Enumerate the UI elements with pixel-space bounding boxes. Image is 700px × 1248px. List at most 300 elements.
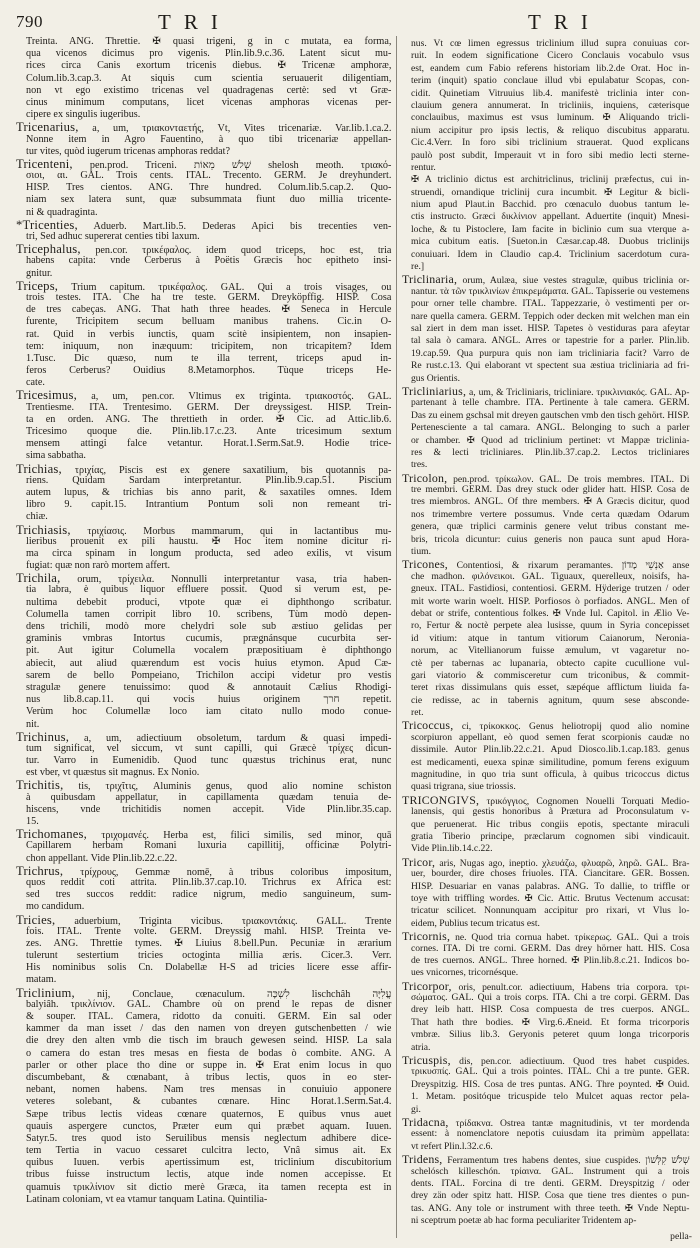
entry-line <box>26 584 392 596</box>
running-head-left: TRI <box>158 10 231 34</box>
entry-text: Treinta. ANG. Threttie. ✠ quasi trigeni, g in c mutata, ea forma, <box>26 36 392 47</box>
entry-line <box>26 706 392 718</box>
entry-text: lieribus prouenit ex pili haustu. ✠ Hoc item nomine dicitur ri- <box>26 535 392 547</box>
entry-text: fois. ITAL. Trente volte. GERM. Dreyssig mahl. HISP. Treinta ve- <box>26 925 392 937</box>
entry-line <box>26 1048 392 1060</box>
column-divider <box>396 36 397 1238</box>
entry-line <box>411 596 690 608</box>
entry-text: Satyr.5. tres quod isto Seruilibus mensis neglectum adhibere dice- <box>26 1132 392 1144</box>
entry-text: quibus Iuuen. verbis apertissimum est, triclinium discubitorium <box>26 1157 392 1169</box>
entry-line <box>411 633 690 645</box>
entry-text: Re rust.c.13. Qui elaborant vt spectent sua æstiua tricliniaria ad fri- <box>411 360 690 372</box>
entry-line <box>402 930 690 942</box>
entry-line <box>26 499 392 511</box>
entry-line <box>26 877 392 889</box>
entry-line <box>411 311 690 323</box>
entry-line <box>26 170 392 182</box>
entry-line <box>26 450 392 462</box>
entry-text: est vber, vt quæstus sit magnus. Ex Nonio. <box>26 767 200 779</box>
entry-line <box>26 1169 392 1181</box>
entry-line <box>411 571 690 583</box>
entry-line <box>26 292 392 304</box>
entry-line <box>26 962 392 974</box>
entry-line <box>26 560 392 572</box>
entry-text: cornes. ITA. Di tre corni. GERM. Das drey hörner hatt. HIS. Cosa <box>411 942 690 954</box>
entry-text: tre membri. GERM. Das drey stuck oder glider hatt. HISP. Cosa de <box>411 484 690 496</box>
entry-line <box>26 1157 392 1169</box>
entry-line <box>411 1029 690 1041</box>
entry-text: discumbebant, & cœnabant, à tribus lectis, quos in eo ster- <box>26 1071 392 1083</box>
entry-line <box>26 377 392 389</box>
entry-line <box>411 187 690 199</box>
entry-line <box>26 999 392 1011</box>
dictionary-entry <box>402 980 690 1054</box>
entry-text: tur vites, quòd iugerum tricenas amphoras reddat? <box>26 145 230 157</box>
entry-line <box>411 670 690 682</box>
entry-line <box>411 100 690 112</box>
entry-line <box>411 1166 690 1178</box>
entry-line <box>26 938 392 950</box>
entry-text: aduerbium, Triginta vicibus. τριακοντάκις. GALL. Trente <box>74 915 392 927</box>
entry-line <box>16 219 392 231</box>
dictionary-entry <box>16 914 392 987</box>
entry-text: ma circa spinam in longum producta, sed adeo exilis, vt visum <box>26 547 392 559</box>
headword: Triclinium, <box>16 985 75 1000</box>
headword: Trichila, <box>16 571 61 586</box>
entry-line <box>26 682 392 694</box>
left-column <box>16 36 392 1206</box>
entry-text: ni & quadraginta. <box>26 206 98 218</box>
entry-line <box>402 794 690 806</box>
entry-text: conclauibus, maximus est vsus luminum. ✠ Aliquando tricli- <box>411 112 690 124</box>
entry-line <box>26 1096 392 1108</box>
entry-text: essent: à nomenclatore nepotis cuiusdam ita primùm appellata: <box>411 1128 690 1140</box>
right-column <box>402 38 690 1228</box>
entry-line <box>26 633 392 645</box>
entry-line <box>26 609 392 621</box>
entry-line <box>411 112 690 124</box>
entry-text: tur. Varro in Eumenidib. Quod tunc quæstus trichinus erat, nunc <box>26 755 392 767</box>
entry-line <box>26 414 392 426</box>
entry-text: That hath thre bodies. ✠ Virg.6.Æneid. Et forma tricorporis <box>411 1016 690 1028</box>
entry-text: pour orner telle chambre. ITAL. Tappezzarie, ò vestimenti per or- <box>411 298 690 310</box>
entry-line <box>411 534 690 546</box>
headword: Tridacna, <box>402 1114 449 1129</box>
entry-line <box>26 134 392 146</box>
entry-line <box>411 1066 690 1078</box>
entry-text: dis, pen.cor. adiectiuum. Quod tres habet cuspides. <box>459 1056 690 1068</box>
dictionary-entry <box>16 280 392 390</box>
dictionary-entry <box>402 1116 690 1153</box>
entry-line <box>26 597 392 609</box>
entry-line <box>411 868 690 880</box>
dictionary-entry <box>16 731 392 780</box>
entry-text: uer, bourder, dire choses friuoles. ITA. Ciancitare. GER. Bossen. <box>411 868 690 880</box>
entry-text: oris, penult.cor. adiectiuum, Habens tria corpora. τρι- <box>458 981 690 993</box>
entry-text: σιοι, αι. GAL. Trois cents. ITAL. Trecento. GERM. Je dreyhundert. <box>26 170 392 182</box>
entry-line <box>411 348 690 360</box>
entry-text: id vitium: atque in tantum vitiorum Caianorum, Neronia- <box>411 632 690 644</box>
dictionary-entry <box>16 36 392 121</box>
entry-text: Das zu einem gschsal mit dreyen gautschen vmb den tisch gehört. HISP. <box>411 409 690 421</box>
dictionary-entry <box>402 1153 690 1227</box>
entry-line <box>411 806 690 818</box>
headword: Tricornis, <box>402 929 451 944</box>
entry-text: vmbræ. Silius lib.3. Geryonis peteret quum longa tricorporis <box>411 1029 690 1041</box>
entry-line <box>411 75 690 87</box>
entry-text: debat or strife, contentious folkes. ✠ Vnde Iul. Capitol. in Ælio Ve- <box>411 607 690 619</box>
dictionary-entry <box>402 930 690 980</box>
entry-line <box>411 658 690 670</box>
entry-text: Aduerb. Mart.lib.5. Dederas Apici bis trecenties ven- <box>93 220 392 232</box>
entry-text: pit. Aut igitur Columella vocalem præpositiuam è diphthongo <box>26 645 392 657</box>
entry-line <box>26 1011 392 1023</box>
entry-line <box>26 1072 392 1084</box>
entry-line <box>26 536 392 548</box>
entry-text: mica cubitum eatis. [Sueton.in Cæsar.cap.48. Duobus triclinijs <box>411 236 690 248</box>
entry-text: Nonne item in Agro Fauentino, à quo tibi tricenariæ appellan- <box>26 133 392 145</box>
entry-line <box>26 1133 392 1145</box>
entry-line <box>411 63 690 75</box>
entry-line <box>411 410 690 422</box>
dictionary-entry <box>16 219 392 243</box>
entry-text: riens. Quidam Sardam interpretantur. Plin.lib.9.cap.51. Piscium <box>26 474 392 486</box>
entry-text: Pertenesciente a tal camara. ANGL. Belonging to such a parler <box>411 422 690 434</box>
entry-text: autem lupus, & trichias bis anno parit, & saxatiles omnes. Idem <box>26 486 392 498</box>
entry-line <box>411 893 690 905</box>
entry-line <box>26 926 392 938</box>
entry-line <box>16 987 392 999</box>
entry-text: His nominibus solis Cn. Dolabellæ H-S ad tricies licere esse affir- <box>26 962 392 974</box>
headword: Trichomanes, <box>16 827 88 842</box>
entry-line <box>16 731 392 743</box>
entry-text: τρίχρους, Gemmæ nomē, à tribus coloribus impositum, <box>80 866 392 878</box>
headword: Tricorpor, <box>402 978 452 993</box>
entry-text: Ferramentum tres habens dentes, siue cuspides. שְׁלֹשׁ קִלְּשׁוֹן <box>447 1155 690 1167</box>
entry-text: zes. ANG. Threttie tymes. ✠ Liuius 8.bell.Pun. Pecuniæ in ærarium <box>26 937 392 949</box>
entry-text: τρικυσπίς. GAL. Qui a trois pointes. ITAL. Chi a tre punte. GER. <box>411 1066 690 1078</box>
entry-line <box>26 548 392 560</box>
entry-line <box>26 365 392 377</box>
entry-line <box>411 162 690 174</box>
entry-line <box>411 125 690 137</box>
entry-text: non vt ego existimo tricenas vel quadragenas certè: sed vt Græ- <box>26 84 392 96</box>
entry-text: teret rixas dissimulans quis esset, sæpéque afflictum liuida fa- <box>411 682 690 694</box>
entry-text: mit worte warin woelt. HISP. Porfiosos ò porfiados. ANGL. Men of <box>411 595 690 607</box>
entry-text: partenant à telle chambre. ITA. Pertinente à tale camera. GERM. <box>411 397 690 409</box>
entry-text: aris, Nugas ago, ineptio. χλευάζω, φλυαρῶ, ληρῶ. GAL. Bra- <box>439 857 690 869</box>
entry-text: bris, tricola dicuntur: cuius generis non pauca sunt apud Hora- <box>411 533 690 545</box>
entry-line <box>26 889 392 901</box>
entry-text: ues vnicornes, tricornésque. <box>411 967 519 979</box>
entry-text: clauium genera annumerat. In tricliniis, inquiens, cæterisque <box>411 99 690 111</box>
entry-line <box>26 1109 392 1121</box>
entry-text: Verùm hoc Columellæ loco iam citato nullo modo conue- <box>26 706 392 718</box>
entry-text: ✠ A triclinio dictus est architriclinus, triclinij præfectus, cui in- <box>411 174 690 186</box>
dictionary-entry <box>402 472 690 559</box>
entry-text: est medicamenti, euexa spinæ similitudine, pomum ferens exiguum <box>411 756 690 768</box>
entry-text: τρίδακνα. Ostrea tantæ magnitudinis, vt ter mordenda <box>455 1117 690 1129</box>
dictionary-entry <box>16 243 392 280</box>
headword: Tricor, <box>402 854 436 869</box>
entry-text: veteres solebant, & cubantes cœnare. Hinc Horat.1.Serm.Sat.4. <box>26 1096 392 1108</box>
entry-text: gratia Tiberio principe, præclarum cognomen sibi vindicauit. <box>411 831 690 842</box>
entry-text: furente, Tricipitem secum belluam manibus trahens. Cic.in O- <box>26 316 392 328</box>
entry-text: scorpiuron appellant, eò quod semen ferat scorpionis caudæ no <box>411 731 690 743</box>
entry-line <box>26 1023 392 1035</box>
entry-text: tri, Sed adhuc supererat centies tibi laxum. <box>26 231 200 242</box>
entry-line <box>26 109 392 121</box>
entry-text: de tres cabeças. ANG. That hath three heades. ✠ Seneca in Hercule <box>26 304 392 316</box>
entry-line <box>26 146 392 158</box>
entry-text: orum, τρίχειλα. Nonnulli interpretantur vasa, tria haben- <box>77 574 392 586</box>
dictionary-entry <box>402 38 690 174</box>
entry-line <box>16 865 392 877</box>
entry-text: feros Cerberus? Ouidius 8.Metamorphos. Tùque triceps He- <box>26 365 392 377</box>
entry-line <box>26 840 392 852</box>
catchword: pella- <box>670 1231 692 1242</box>
entry-text: cidit. Quinetiam Vitruuius lib.4. manifestè triclinia inter con- <box>411 87 690 99</box>
entry-text: sima sabbatha. <box>26 450 86 462</box>
headword: Trichinus, <box>16 729 70 744</box>
entry-line <box>411 236 690 248</box>
entry-line <box>411 1104 690 1116</box>
entry-line <box>411 918 690 930</box>
entry-text: re.] <box>411 261 425 273</box>
entry-text: die drey den alten vmb die tisch im brauch gewesen seind. HISP. La sala <box>26 1035 392 1047</box>
entry-line <box>411 360 690 372</box>
entry-text: tia labra, è quibus liquor effluere possit. Quod si verum est, pe- <box>26 584 392 596</box>
entry-line <box>26 475 392 487</box>
entry-line <box>26 60 392 72</box>
entry-line <box>411 967 690 979</box>
entry-text: 15. <box>26 816 39 827</box>
entry-text: schelósch killeschón. τρίαινα. GAL. Instrument qui a trois <box>411 1165 690 1177</box>
headword: Trichitis, <box>16 778 64 793</box>
entry-text: a, um, τριακονταετής, Vt, Vites tricenariæ. Var.lib.1.ca.2. <box>92 123 392 135</box>
entry-text: rentur. <box>411 161 436 173</box>
entry-text: tis, τριχῖτις, Aluminis genus, quod alio nomine schiston <box>78 781 392 793</box>
entry-text: o camera do estan tres mesas en fiesta de bodas ò combite. ANG. A <box>26 1047 392 1059</box>
entry-line <box>411 732 690 744</box>
entry-text: abiecit, aut aliud quærendum est vocis huius etymon. Apud Cæ- <box>26 657 392 669</box>
entry-line <box>411 881 690 893</box>
entry-text: atria. <box>411 1041 431 1053</box>
entry-text: res & lecti tricliniares. Plin.lib.37.cap.2. Lectos tricliniares <box>411 446 690 458</box>
entry-text: Capillarem herbam Romani luxuria capillitij, officinæ Polytri- <box>26 840 392 852</box>
page-number: 790 <box>16 12 43 31</box>
entry-text: libro 9. capit.15. Intrantium Pontum soli non remeant tri- <box>26 499 392 511</box>
entry-line <box>402 1116 690 1128</box>
entry-line <box>411 1141 690 1153</box>
entry-line <box>411 521 690 533</box>
entry-text: τριχομανές. Herba est, filici similis, sed minor, quā <box>101 830 392 842</box>
entry-text: nus lib.8.cap.11. qui vocis huius originem חרך repetit. <box>26 694 392 706</box>
entry-line <box>411 509 690 521</box>
entry-text: genera, quæ triplici carminis genere velut tribus constant me- <box>411 521 690 533</box>
entry-line <box>16 280 392 292</box>
entry-text: tribus fuisse instructum lectis, atque inde nomen accepisse. Et <box>26 1169 392 1181</box>
entry-line <box>411 435 690 447</box>
entry-line <box>411 1079 690 1091</box>
entry-text: a, um, & Tricliniaris, tricliniare. τρικλινιακός. GAL. Ap- <box>469 386 690 398</box>
entry-line <box>411 1042 690 1054</box>
entry-text: tem: iniquum, non inæquum: tricipitem, non tricapitem? Idem <box>26 340 392 352</box>
entry-line <box>26 658 392 670</box>
entry-line <box>411 50 690 62</box>
entry-text: quauis aspergere cunctos, Præter eum qui præbet aquam. Iuuen. <box>26 1120 392 1132</box>
headword: Tricies, <box>16 912 56 927</box>
headword: Tricephalus, <box>16 242 81 257</box>
entry-text: nos trimembre vertere possumus. Vnde certa quædam Odarum <box>411 508 690 520</box>
entry-line <box>402 472 690 484</box>
entry-line <box>26 974 392 986</box>
entry-text: que peruenerat. Hic tribus congiis epotis, spectante miraculi <box>411 818 690 830</box>
headword: Trichrus, <box>16 863 64 878</box>
entry-line <box>26 719 392 731</box>
entry-text: nultima debebit produci, vtpote quæ ei diphthongo scribatur. <box>26 596 392 608</box>
entry-line <box>411 199 690 211</box>
running-head-right: TRI <box>528 10 601 34</box>
entry-line <box>16 828 392 840</box>
entry-text: Vide Plin.lib.14.c.22. <box>411 843 493 855</box>
entry-text: dissimile. Autor Plin.lib.22.c.21. Apud Diosco.lib.1.cap.183. genus <box>411 744 690 756</box>
entry-line <box>402 856 690 868</box>
entry-text: Colum.lib.3.cap.3. At siquis cum scientia seruauerit diligentiam, <box>26 72 392 84</box>
entry-text: nare quella camera. GERM. Teppich oder decken mit welchen man ein <box>411 310 690 322</box>
entry-line <box>26 438 392 450</box>
entry-line <box>402 558 690 570</box>
entry-text: gneux. ITAL. Fastidiosi, contentiosi. GERM. Hÿderige trutzen / oder <box>411 583 690 595</box>
entry-line <box>411 174 690 186</box>
entry-text: ro, Fertur & noctè perpete alea lusisse, quum in Syria concepisset <box>411 620 690 632</box>
entry-text: Sæpe tribus lectis videas cœnare quaternos, E quibus vnus auet <box>26 1108 392 1120</box>
headword: Tricuspis, <box>402 1053 451 1068</box>
entry-text: τριχίας, Piscis est ex genere saxatilium, bis quotannis pa- <box>74 464 392 476</box>
entry-text: sed tres succos reddit: radice nigrum, medio sanguineum, sum- <box>26 889 392 901</box>
entry-line <box>411 1178 690 1190</box>
entry-text: habens capita: vnde Cerberus à Poëtis Græcis hoc epitheto insi- <box>26 255 392 267</box>
entry-text: est, eandem cum Fabio referens historiam lib.2.de Orat. Hoc in- <box>411 62 690 74</box>
dictionary-entry <box>16 987 392 1206</box>
headword: Tricesimus, <box>16 388 78 403</box>
entry-line <box>411 447 690 459</box>
entry-line <box>26 1060 392 1072</box>
entry-line <box>26 670 392 682</box>
entry-text: nebant, nomen habens. Nam tres mensas in conuiuio apponere <box>26 1084 392 1096</box>
entry-text: tricatur scilicet. Nonnunquam accipitur pro rixari, vt Vlus lo- <box>411 905 690 917</box>
dictionary-entry <box>16 389 392 462</box>
entry-text: cie redisse, ac in tabernis agnitum, quum sese absconde- <box>411 694 690 706</box>
dictionary-entry <box>402 273 690 385</box>
entry-line <box>411 88 690 100</box>
entry-text: or chamber. ✠ Quod ad triclinium pertinet: vt Mappæ triclinia- <box>411 434 690 446</box>
entry-line <box>16 389 392 401</box>
entry-line <box>411 831 690 843</box>
entry-line <box>26 755 392 767</box>
entry-line <box>26 207 392 219</box>
entry-line <box>26 743 392 755</box>
entry-line <box>402 385 690 397</box>
entry-line <box>411 323 690 335</box>
entry-text: stragulæ genere tenuissimo: quod & annotauit Cælius Rhodigi- <box>26 681 392 693</box>
entry-text: Columella tamen corripit libro 10. scribens, Tùm modò depen- <box>26 608 392 620</box>
entry-line <box>411 744 690 756</box>
entry-line <box>26 73 392 85</box>
entry-line <box>411 992 690 1004</box>
entry-text: cate. <box>26 377 45 389</box>
entry-line <box>411 608 690 620</box>
dictionary-entry <box>402 1054 690 1116</box>
entry-text: loche, & tu Pistoclere, Iam facite in biclinio cum sua vterque a- <box>411 223 690 235</box>
entry-line <box>26 645 392 657</box>
entry-line <box>402 273 690 285</box>
entry-line <box>411 335 690 347</box>
headword: Tricones, <box>402 557 448 572</box>
entry-line <box>411 397 690 409</box>
entry-text: tas. ANG. Any tole or instrument with three teeth. ✠ Vnde Neptu- <box>411 1202 690 1214</box>
dictionary-entry <box>16 572 392 730</box>
entry-text: ne. Quod tria cornua habet. τρίκερως. GAL. Qui a trois <box>455 932 690 944</box>
entry-text: tal sala ò camara. ANGL. Arres or tapestrie for a parler. Plin.lib. <box>411 335 690 347</box>
entry-text: tium. <box>411 546 431 558</box>
entry-text: cinus minimum computans, licet vicenas amphoras vicenas per- <box>26 96 392 108</box>
entry-text: ctè per tabernas ac lupanaria, obtecto capite cucullione vul- <box>411 657 690 669</box>
entry-text: tulerunt sestertium tricies octoginta millia æris. Cicer.3. Verr. <box>26 950 392 962</box>
entry-line <box>411 905 690 917</box>
entry-line <box>16 158 392 170</box>
entry-line <box>26 194 392 206</box>
entry-text: tres miembros. ANGL. Of thre members. ✠ A Græcis dicitur, quod <box>411 496 690 508</box>
entry-text: ci, τρίκοκκος. Genus heliotropij quod alio nomine <box>461 721 690 733</box>
entry-text: norum, ac Vitellianorum fuisse æmulum, vt vagaretur no- <box>411 645 690 657</box>
entry-text: pen.prod. τρίκωλον. GAL. De trois membres. ITAL. Di <box>453 473 690 485</box>
entry-line <box>411 298 690 310</box>
entry-text: graminis vmbras Intortus cucumis, prægnánsque cucurbita ser- <box>26 633 392 645</box>
entry-text: chon appellant. Vide Plin.lib.22.c.22. <box>26 852 178 864</box>
headword: Tricliniarius, <box>402 383 467 398</box>
entry-line <box>26 36 392 48</box>
entry-line <box>411 1004 690 1016</box>
headword: Tridens, <box>402 1152 443 1167</box>
entry-line <box>26 621 392 633</box>
dictionary-entry <box>16 463 392 524</box>
dictionary-entry <box>402 794 690 856</box>
entry-line <box>26 1145 392 1157</box>
entry-text: terim (inquit) spatio conclaue illud vbi epulabatur Scopas, con- <box>411 75 690 87</box>
entry-text: quasi trigrana, siue triossis. <box>411 781 516 793</box>
entry-text: niam sex latera sunt, quæ subsummata fiunt duo millia tricente- <box>26 194 392 206</box>
entry-line <box>411 459 690 471</box>
entry-text: hiscens, vnde trichitidis nomen accepit. Vide Plin.libr.35.cap. <box>26 803 392 815</box>
dictionary-entry <box>16 158 392 219</box>
entry-text: mo candidum. <box>26 901 85 913</box>
entry-text: eidem, Publius tecum tricatus est. <box>411 917 540 929</box>
entry-line <box>411 943 690 955</box>
dictionary-entry <box>402 719 690 793</box>
entry-text: mensem attingi falce vetantur. Horat.1.Serm.Sat.9. Hodie trice- <box>26 438 392 450</box>
entry-text: Contentiosi, & rixarum peramantes. אַנְשֵׁי מָדוֹן anse <box>456 560 690 572</box>
entry-line <box>411 819 690 831</box>
entry-text: & souper. ITAL. Camera, ridotto da conuiti. GERM. Ein sal oder <box>26 1011 392 1022</box>
entry-text: nus. Vt cœ limen egressus triclinium illud supra conuiuas cor- <box>411 38 690 49</box>
entry-line <box>411 695 690 707</box>
entry-text: Cic.4.Verr. In foro sibi triclinium strauerat. Quod explicans <box>411 137 690 149</box>
entry-text: quos reddit coti attrita. Plin.lib.37.cap.10. Trichrus ex Africa est: <box>26 876 392 888</box>
headword: Triceps, <box>16 278 59 293</box>
entry-line <box>26 1084 392 1096</box>
entry-line <box>26 487 392 499</box>
